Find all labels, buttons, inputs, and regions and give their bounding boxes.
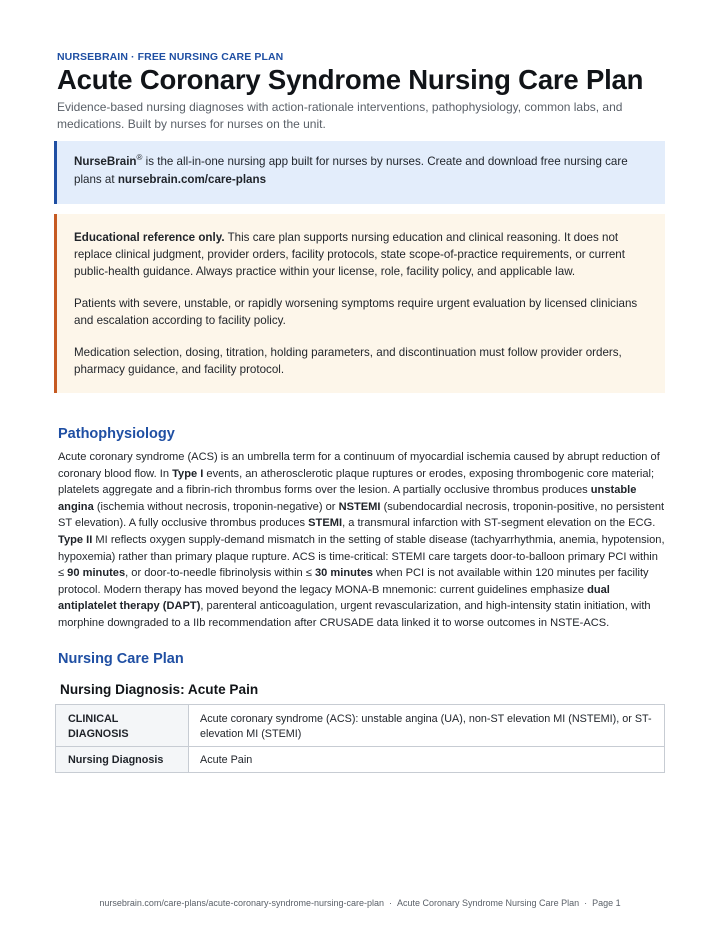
eyebrow-label: NURSEBRAIN · FREE NURSING CARE PLAN	[57, 51, 284, 63]
page-subtitle: Evidence-based nursing diagnoses with action-rationale interventions, pathophysiology, common labs, and medications. Built by nurses for nurses on the unit.	[57, 100, 623, 131]
promo-text: is the all-in-one nursing app built for nurses by nurses. Create and download free nursing care plans at	[74, 155, 628, 186]
footer-url[interactable]: nursebrain.com/care-plans/acute-coronary-syndrome-nursing-care-plan	[99, 898, 384, 908]
table-value-cell: Acute coronary syndrome (ACS): unstable angina (UA), non-ST elevation MI (NSTEMI), or ST-elevation MI (STEMI)	[189, 705, 665, 747]
care-plan-heading: Nursing Care Plan	[58, 651, 184, 667]
disclaimer-paragraph-3: Medication selection, dosing, titration, holding parameters, and discontinuation must follow provider orders, pharmacy guidance, and facility protocol.	[74, 346, 622, 376]
pathophysiology-heading: Pathophysiology	[58, 426, 175, 442]
promo-brand: NurseBrain	[74, 155, 137, 168]
diagnosis-heading: Nursing Diagnosis: Acute Pain	[60, 682, 259, 697]
footer-page-number: Page 1	[592, 898, 621, 908]
footer-doc-title: Acute Coronary Syndrome Nursing Care Plan	[397, 898, 580, 908]
promo-callout	[54, 141, 665, 204]
table-row	[56, 705, 665, 747]
promo-link[interactable]: nursebrain.com/care-plans	[117, 172, 267, 186]
table-value-cell: Acute Pain	[189, 747, 665, 773]
diagnosis-table	[55, 704, 665, 773]
table-row	[56, 747, 665, 773]
disclaimer-paragraph-2: Patients with severe, unstable, or rapidly worsening symptoms require urgent evaluation by licensed clinicians and escalation according to facility policy.	[74, 297, 638, 327]
promo-reg-mark: ®	[136, 153, 143, 163]
disclaimer-lead: Educational reference only.	[74, 231, 225, 244]
table-key-cell: CLINICAL DIAGNOSIS	[56, 705, 189, 747]
page-footer: nursebrain.com/care-plans/acute-coronary-syndrome-nursing-care-plan · Acute Coronary Syndrome Nursing Care Plan · Page 1	[99, 898, 621, 908]
pathophysiology-text: Acute coronary syndrome (ACS) is an umbrella term for a continuum of myocardial ischemia caused by abrupt reduction of coronary blood flow. In Type I events, an atherosclerotic plaque ruptures or erodes, exposing thrombogenic core material; platelets aggregate and a fibrin-rich thrombus forms over the lesion. A partially occlusive thrombus produces unstable angina (ischemia without necrosis, troponin-negative) or NSTEMI (subendocardial necrosis, troponin-positive, no persistent ST elevation). A fully occlusive thrombus produces STEMI, a transmural infarction with ST-segment elevation on the ECG. Type II MI reflects oxygen supply-demand mismatch in the setting of stable disease (tachyarrhythmia, anemia, hypotension, hypoxemia) rather than primary plaque rupture. ACS is time-critical: STEMI care targets door-to-balloon primary PCI within ≤ 90 minutes, or door-to-needle fibrinolysis within ≤ 30 minutes when PCI is not available within 120 minutes per facility protocol. Modern therapy has moved beyond the legacy MONA-B mnemonic: current guidelines emphasize dual antiplatelet therapy (DAPT), parenteral anticoagulation, urgent revascularization, and high-intensity statin initiation, with morphine downgraded to a IIb recommendation after CRUSADE data linked it to worse outcomes in NSTE-ACS.	[58, 451, 665, 629]
table-key-cell: Nursing Diagnosis	[56, 747, 189, 773]
page-title: Acute Coronary Syndrome Nursing Care Plan	[57, 64, 644, 95]
disclaimer-callout	[54, 214, 665, 393]
disclaimer-paragraph-1: Educational reference only. This care plan supports nursing education and clinical reasoning. It does not replace clinical judgment, provider orders, facility protocols, state scope-of-practice requirements, or current public-health guidance. Always practice within your license, role, facility policy, and applicable law.	[74, 231, 625, 278]
